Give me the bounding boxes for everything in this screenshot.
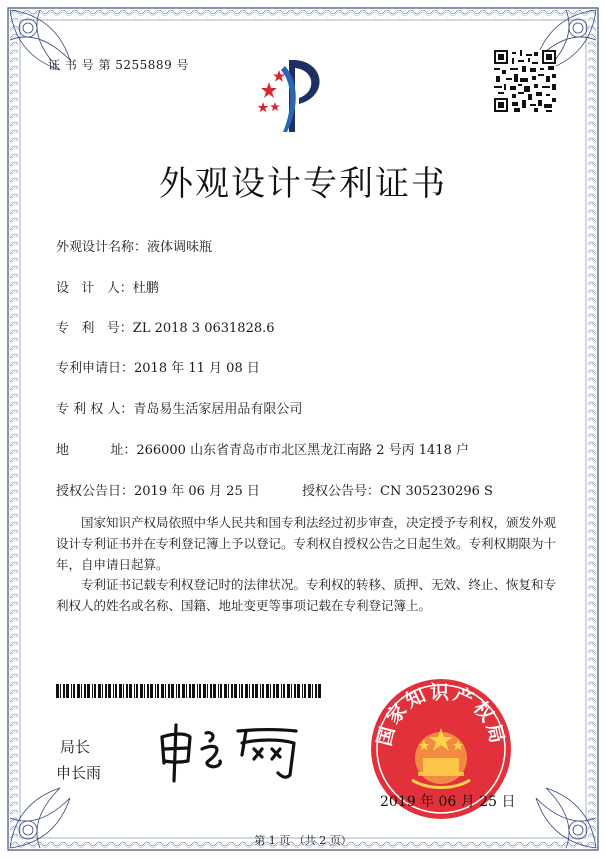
grant-date-label: 授权公告日： (56, 484, 135, 499)
field-filing-date (56, 357, 260, 376)
qr-code (494, 50, 556, 112)
paragraph-grant-statement: 国家知识产权局依照中华人民共和国专利法经过初步审查，决定授予专利权，颁发外观设计专利证书并在专利登记簿上予以登记。专利权自授权公告之日起生效。专利权期限为十年，自申请日起算。 (56, 515, 557, 572)
seal-text: 国家知识产权局 (373, 681, 509, 749)
design-name-value: 液体调味瓶 (147, 240, 213, 255)
grant-date-value: 2019 年 06 月 25 日 (134, 484, 260, 499)
filing-date-value: 2018 年 11 月 08 日 (134, 361, 260, 376)
address-value: 266000 山东省青岛市市北区黑龙江南路 2 号丙 1418 户 (136, 443, 469, 458)
field-patentee (56, 398, 302, 417)
field-design-name (56, 236, 212, 255)
paragraph-legal-status: 专利证书记载专利权登记时的法律状况。专利权的转移、质押、无效、终止、恢复和专利权人的姓名或名称、国籍、地址变更等事项记载在专利登记簿上。 (56, 577, 557, 613)
director-name: 申长雨 (56, 764, 102, 782)
grant-number-label: 授权公告号： (302, 484, 381, 499)
patent-number-label: 专 利 号： (56, 321, 133, 336)
patent-number-value: ZL 2018 3 0631828.6 (132, 321, 275, 336)
designer-label: 设 计 人： (56, 281, 133, 296)
grant-number-value: CN 305230296 S (380, 484, 493, 499)
patentee-value: 青岛易生活家居用品有限公司 (133, 402, 303, 417)
barcode (56, 684, 324, 698)
field-designer (56, 277, 159, 296)
patentee-label: 专 利 权 人： (56, 402, 134, 417)
page-number: 第 1 页 （共 2 页） (254, 834, 352, 847)
seal-date: 2019 年 06 月 25 日 (380, 794, 516, 810)
certificate-title: 外观设计专利证书 (159, 164, 447, 204)
filing-date-label: 专利申请日： (56, 361, 135, 376)
design-name-label: 外观设计名称： (56, 240, 148, 255)
director-title: 局长 (60, 738, 91, 756)
patent-office-emblem (255, 52, 335, 138)
field-grant-number (302, 480, 493, 499)
designer-value: 杜鹏 (132, 281, 159, 296)
field-address (56, 439, 469, 458)
field-patent-number (56, 317, 275, 336)
address-label: 地 址： (56, 443, 137, 458)
certificate-number: 证 书 号 第 5255889 号 (48, 58, 190, 72)
field-grant-date (56, 480, 260, 499)
director-signature (150, 715, 310, 785)
